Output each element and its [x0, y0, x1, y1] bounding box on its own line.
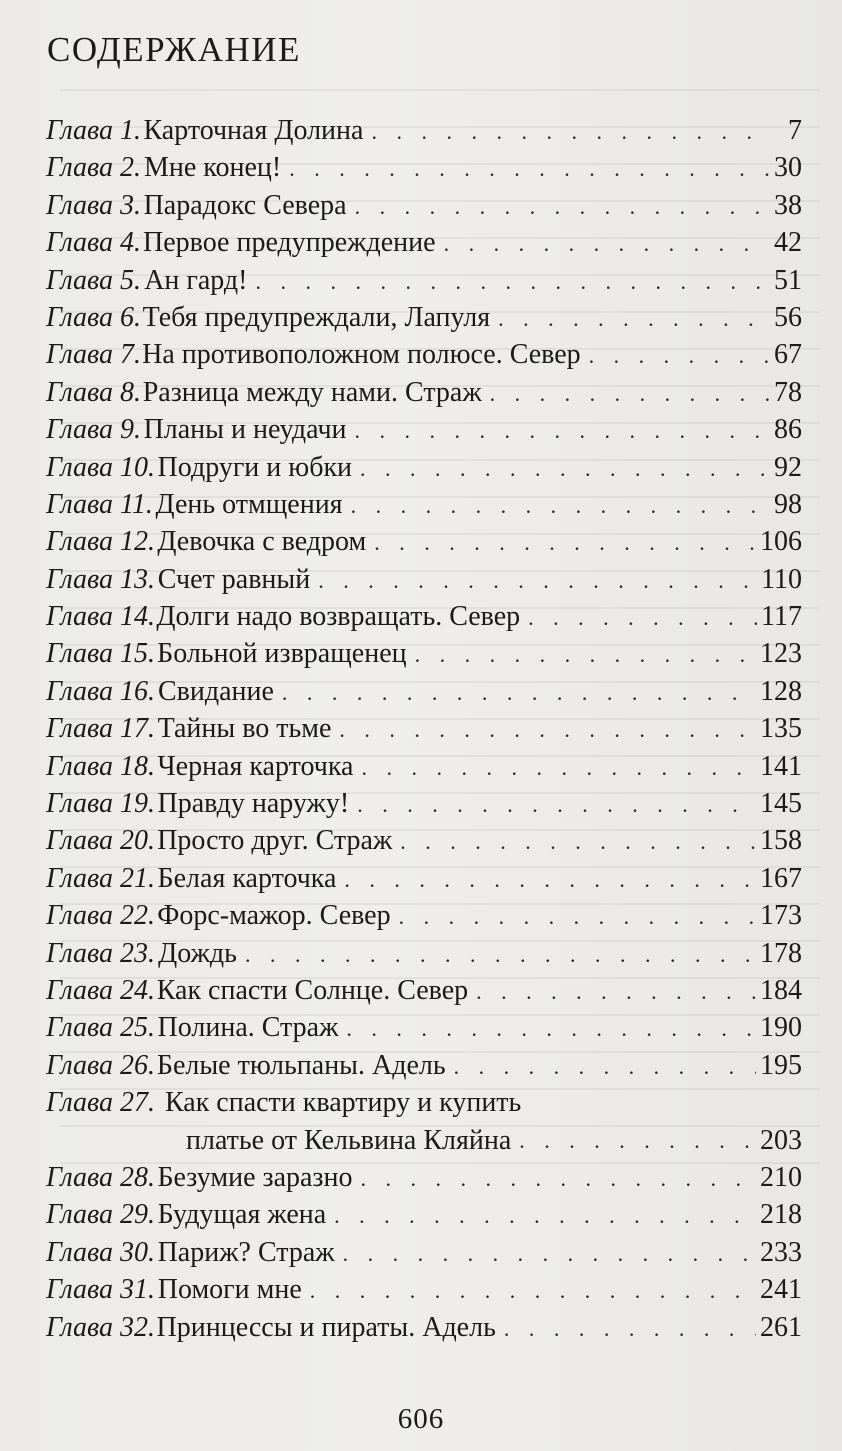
toc-entry[interactable]: [46, 673, 802, 710]
toc-entry[interactable]: [46, 1196, 802, 1233]
chapter-number: 12.: [119, 526, 155, 558]
chapter-number: 27.: [119, 1087, 155, 1119]
chapter-word: Глава: [46, 1049, 113, 1081]
toc-entry[interactable]: [46, 411, 802, 448]
chapter-word: Глава: [46, 1274, 113, 1306]
dot-leader: [346, 1010, 756, 1047]
dot-leader: [310, 1272, 756, 1309]
dot-leader: [360, 450, 770, 487]
chapter-number: 3.: [119, 189, 141, 221]
chapter-number: 25.: [119, 1012, 155, 1044]
dot-leader: [476, 973, 756, 1010]
chapter-page-number: 190: [760, 1012, 802, 1044]
chapter-title: Как спасти квартиру и купить: [164, 1087, 522, 1119]
toc-entry[interactable]: [46, 1271, 802, 1308]
spacer: [155, 1084, 165, 1121]
chapter-title: Черная карточка: [157, 750, 354, 782]
chapter-title: Парадокс Севера: [143, 189, 347, 221]
chapter-label: [46, 635, 155, 672]
chapter-label: [46, 523, 155, 560]
chapter-word: Глава: [46, 900, 113, 932]
chapter-page-number: 158: [760, 825, 802, 857]
toc-entry[interactable]: [46, 224, 802, 261]
chapter-label: [46, 748, 155, 785]
chapter-word: Глава: [46, 1087, 113, 1119]
chapter-label: [46, 262, 141, 299]
chapter-number: 6.: [119, 301, 141, 333]
chapter-page-number: 56: [774, 301, 802, 333]
chapter-page-number: 241: [760, 1274, 802, 1306]
dot-leader: [399, 898, 756, 935]
chapter-number: 22.: [119, 900, 155, 932]
chapter-word: Глава: [46, 788, 113, 820]
chapter-word: Глава: [46, 1012, 113, 1044]
dot-leader: [360, 1160, 756, 1197]
toc-entry-line: [46, 1084, 802, 1121]
dot-leader: [318, 562, 757, 599]
dot-leader: [339, 711, 756, 748]
chapter-page-number: 203: [760, 1124, 802, 1156]
chapter-number: 14.: [119, 601, 155, 633]
chapter-title: Белые тюльпаны. Адель: [156, 1049, 446, 1081]
chapter-page-number: 141: [760, 750, 802, 782]
toc-entry[interactable]: [46, 598, 802, 635]
chapter-title: Свидание: [157, 675, 274, 707]
chapter-label: [46, 822, 155, 859]
chapter-word: Глава: [46, 825, 113, 857]
chapter-word: Глава: [46, 563, 113, 595]
dot-leader: [528, 599, 757, 636]
dot-leader: [490, 375, 770, 412]
chapter-word: Глава: [46, 601, 113, 633]
chapter-page-number: 42: [774, 227, 802, 259]
chapter-title: Безумие заразно: [157, 1161, 353, 1193]
chapter-number: 16.: [119, 675, 155, 707]
toc-entry[interactable]: [46, 860, 802, 897]
chapter-word: Глава: [46, 301, 113, 333]
chapter-word: Глава: [46, 862, 113, 894]
toc-entry[interactable]: [46, 1084, 802, 1159]
chapter-word: Глава: [46, 638, 113, 670]
chapter-title: Тайны во тьме: [157, 713, 332, 745]
chapter-number: 26.: [119, 1049, 155, 1081]
toc-entry[interactable]: [46, 262, 802, 299]
chapter-title: Как спасти Солнце. Север: [156, 974, 469, 1006]
chapter-number: 9.: [119, 414, 141, 446]
chapter-number: 17.: [119, 713, 155, 745]
chapter-word: Глава: [46, 376, 113, 408]
chapter-page-number: 135: [760, 713, 802, 745]
toc-entry[interactable]: [46, 748, 802, 785]
chapter-label: [46, 972, 155, 1009]
chapter-label: [46, 149, 141, 186]
chapter-number: 29.: [119, 1199, 155, 1231]
chapter-title: Больной извращенец: [157, 638, 407, 670]
dot-leader: [361, 749, 756, 786]
chapter-number: 1.: [119, 115, 141, 146]
chapter-number: 11.: [119, 488, 153, 520]
toc-entry-line: [46, 1122, 802, 1159]
chapter-label: [46, 785, 155, 822]
toc-entry[interactable]: [46, 523, 802, 560]
chapter-word: Глава: [46, 488, 113, 520]
chapter-label: [46, 411, 141, 448]
dot-leader: [351, 487, 770, 524]
chapter-page-number: 233: [760, 1236, 802, 1268]
chapter-page-number: 51: [774, 264, 802, 296]
chapter-word: Глава: [46, 974, 113, 1006]
chapter-page-number: 106: [760, 526, 802, 558]
toc-entry[interactable]: [46, 149, 802, 186]
chapter-word: Глава: [46, 339, 113, 371]
chapter-title: Форс-мажор. Север: [157, 900, 391, 932]
chapter-label: [46, 673, 155, 710]
chapter-title: Ан гард!: [144, 264, 248, 296]
toc-entry[interactable]: [46, 972, 802, 1009]
chapter-title: платье от Кельвина Кляйна: [186, 1124, 512, 1156]
chapter-word: Глава: [46, 451, 113, 483]
chapter-number: 7.: [119, 339, 141, 371]
chapter-page-number: 184: [760, 974, 802, 1006]
toc-entry[interactable]: [46, 112, 802, 149]
chapter-number: 10.: [119, 451, 155, 483]
chapter-title: Разница между нами. Страж: [142, 376, 482, 408]
chapter-page-number: 110: [761, 563, 802, 595]
chapter-label: [46, 1271, 155, 1308]
toc-entry[interactable]: [46, 449, 802, 486]
dot-leader: [344, 861, 756, 898]
chapter-page-number: 210: [760, 1161, 802, 1193]
chapter-title: Карточная Долина: [143, 115, 364, 146]
chapter-word: Глава: [46, 1161, 113, 1193]
chapter-word: Глава: [46, 675, 113, 707]
dot-leader: [245, 936, 756, 973]
page-number: 606: [397, 1403, 445, 1435]
chapter-page-number: 167: [760, 862, 802, 894]
chapter-title: Просто друг. Страж: [157, 825, 393, 857]
chapter-word: Глава: [46, 1236, 113, 1268]
chapter-number: 32.: [119, 1311, 155, 1343]
chapter-page-number: 30: [774, 152, 802, 184]
toc-entry[interactable]: [46, 1309, 802, 1346]
dot-leader: [444, 225, 770, 262]
chapter-title: Будущая жена: [157, 1199, 327, 1231]
chapter-label: [46, 1047, 155, 1084]
chapter-word: Глава: [46, 152, 113, 184]
chapter-title: Счет равный: [157, 563, 311, 595]
chapter-title: Первое предупреждение: [143, 227, 436, 259]
chapter-label: [46, 336, 141, 373]
dot-leader: [415, 636, 756, 673]
chapter-title: Дождь: [158, 937, 237, 969]
chapter-title: Париж? Страж: [157, 1236, 335, 1268]
dot-leader: [357, 786, 756, 823]
toc-entry[interactable]: [46, 1159, 802, 1196]
chapter-label: [46, 187, 141, 224]
chapter-number: 19.: [119, 788, 155, 820]
spacer: [46, 1122, 186, 1159]
chapter-page-number: 218: [760, 1199, 802, 1231]
chapter-page-number: 261: [760, 1311, 802, 1343]
chapter-label: [46, 486, 153, 523]
chapter-title: Принцессы и пираты. Адель: [156, 1311, 496, 1343]
chapter-number: 4.: [119, 227, 141, 259]
chapter-number: 24.: [119, 974, 155, 1006]
toc-entry[interactable]: [46, 710, 802, 747]
chapter-number: 15.: [119, 638, 155, 670]
toc-entry[interactable]: [46, 897, 802, 934]
chapter-label: [46, 1309, 155, 1346]
chapter-label: [46, 1196, 155, 1233]
chapter-page-number: 78: [774, 376, 802, 408]
chapter-label: [46, 860, 155, 897]
chapter-label: [46, 1159, 155, 1196]
dot-leader: [355, 412, 770, 449]
toc-entry[interactable]: [46, 1047, 802, 1084]
chapter-number: 23.: [119, 937, 155, 969]
toc-entry[interactable]: [46, 336, 802, 373]
chapter-label: [46, 299, 141, 336]
toc-entry[interactable]: [46, 635, 802, 672]
toc-entry[interactable]: [46, 1009, 802, 1046]
chapter-word: Глава: [46, 264, 113, 296]
chapter-word: Глава: [46, 526, 113, 558]
dot-leader: [400, 823, 756, 860]
chapter-label: [46, 598, 155, 635]
chapter-page-number: 117: [761, 601, 802, 633]
chapter-page-number: 128: [760, 675, 802, 707]
chapter-label: [46, 1009, 155, 1046]
chapter-word: Глава: [46, 750, 113, 782]
toc-entry[interactable]: [46, 822, 802, 859]
dot-leader: [498, 300, 770, 337]
dot-leader: [343, 1235, 756, 1272]
dot-leader: [504, 1310, 756, 1347]
chapter-number: 28.: [119, 1161, 155, 1193]
chapter-word: Глава: [46, 414, 113, 446]
toc-entry[interactable]: [46, 299, 802, 336]
chapter-page-number: 86: [774, 414, 802, 446]
chapter-label: [46, 224, 141, 261]
chapter-word: Глава: [46, 189, 113, 221]
chapter-label: [46, 1234, 155, 1271]
chapter-label: [46, 112, 141, 149]
chapter-page-number: 98: [774, 488, 802, 520]
dot-leader: [454, 1048, 756, 1085]
toc-entry[interactable]: [46, 486, 802, 523]
chapter-word: Глава: [46, 713, 113, 745]
chapter-title: Мне конец!: [143, 152, 282, 184]
chapter-title: Планы и неудачи: [143, 414, 347, 446]
dot-leader: [256, 263, 770, 300]
dot-leader: [519, 1122, 756, 1159]
toc-entry[interactable]: [46, 561, 802, 598]
chapter-title: Правду наружу!: [157, 788, 350, 820]
chapter-title: Подруги и юбки: [157, 451, 353, 483]
toc-entry[interactable]: [46, 1234, 802, 1271]
chapter-page-number: 178: [760, 937, 802, 969]
chapter-word: Глава: [46, 227, 113, 259]
chapter-label: [46, 374, 141, 411]
chapter-number: 30.: [119, 1236, 155, 1268]
toc-entry[interactable]: [46, 374, 802, 411]
dot-leader: [374, 524, 756, 561]
chapter-number: 18.: [119, 750, 155, 782]
table-of-contents: [46, 112, 802, 1346]
chapter-number: 20.: [119, 825, 155, 857]
chapter-page-number: 123: [760, 638, 802, 670]
chapter-number: 8.: [119, 376, 141, 408]
chapter-word: Глава: [46, 1199, 113, 1231]
chapter-word: Глава: [46, 937, 113, 969]
chapter-page-number: 145: [760, 788, 802, 820]
chapter-label: [46, 561, 155, 598]
toc-entry[interactable]: [46, 785, 802, 822]
chapter-label: [46, 710, 155, 747]
page-title: СОДЕРЖАНИЕ: [47, 30, 301, 69]
chapter-page-number: 92: [774, 451, 802, 483]
chapter-number: 21.: [119, 862, 155, 894]
chapter-page-number: 38: [774, 189, 802, 221]
chapter-title: Девочка с ведром: [157, 526, 367, 558]
chapter-label: [46, 897, 155, 934]
chapter-page-number: 67: [774, 339, 802, 371]
dot-leader: [355, 188, 770, 225]
chapter-page-number: 7: [788, 115, 802, 146]
chapter-title: Тебя предупреждали, Лапуля: [142, 301, 491, 333]
chapter-title: Помоги мне: [157, 1274, 302, 1306]
chapter-page-number: 173: [760, 900, 802, 932]
toc-entry[interactable]: [46, 935, 802, 972]
dot-leader: [289, 150, 770, 187]
dot-leader: [334, 1197, 756, 1234]
chapter-label: [46, 449, 155, 486]
chapter-label: [46, 1084, 155, 1121]
chapter-label: [46, 935, 155, 972]
chapter-title: День отмщения: [155, 488, 343, 520]
chapter-title: Полина. Страж: [157, 1012, 339, 1044]
chapter-title: На противоположном полюсе. Север: [142, 339, 581, 371]
toc-entry[interactable]: [46, 187, 802, 224]
chapter-title: Долги надо возвращать. Север: [156, 601, 521, 633]
chapter-number: 2.: [119, 152, 141, 184]
chapter-word: Глава: [46, 115, 113, 146]
chapter-number: 13.: [119, 563, 155, 595]
chapter-title: Белая карточка: [157, 862, 337, 894]
chapter-word: Глава: [46, 1311, 113, 1343]
chapter-page-number: 195: [760, 1049, 802, 1081]
dot-leader: [282, 674, 756, 711]
chapter-number: 31.: [119, 1274, 155, 1306]
dot-leader: [371, 113, 772, 150]
chapter-number: 5.: [119, 264, 141, 296]
dot-leader: [589, 337, 770, 374]
